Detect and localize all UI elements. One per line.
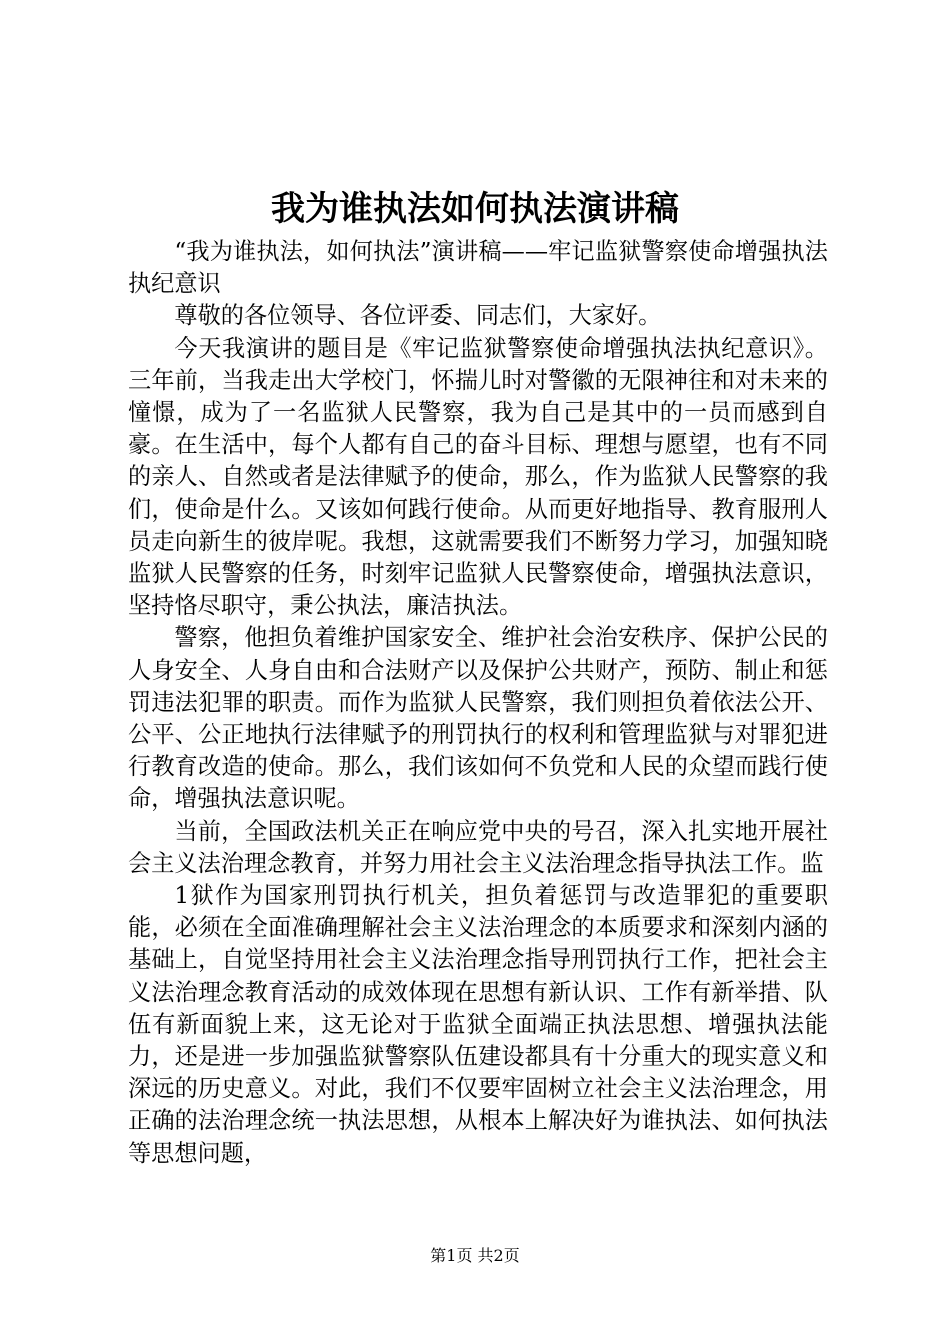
paragraph-greeting: 尊敬的各位领导、各位评委、同志们，大家好。 (174, 302, 662, 330)
document-body (128, 236, 828, 1170)
paragraph-topic: 今天我演讲的题目是《牢记监狱警察使命增强执法执纪意识》。三年前，当我走出大学校门，怀揣儿时对警徽的无限神往和对未来的憧憬，成为了一名监狱人民警察，我为自己是其中的一员而感到自豪。在生活中，每个人都有自己的奋斗目标、理想与愿望，也有不同的亲人、自然或者是法律赋予的使命，那么，作为监狱人民警察的我们，使命是什么。又该如何践行使命。从而更好地指导、教育服刑人员走向新生的彼岸呢。我想，这就需要我们不断努力学习，加强知晓监狱人民警察的任务，时刻牢记监狱人民警察使命，增强执法意识，坚持恪尽职守，秉公执法，廉洁执法。 (128, 334, 828, 620)
paragraph-prison-role: 1狱作为国家刑罚执行机关，担负着惩罚与改造罪犯的重要职能，必须在全面准确理解社会主义法治理念的本质要求和深刻内涵的基础上，自觉坚持用社会主义法治理念指导刑罚执行工作，把社会主义法治理念教育活动的成效体现在思想有新认识、工作有新举措、队伍有新面貌上来，这无论对于监狱全面端正执法思想、增强执法能力，还是进一步加强监狱警察队伍建设都具有十分重大的现实意义和深远的历史意义。对此，我们不仅要牢固树立社会主义法治理念，用正确的法治理念统一执法思想，从根本上解决好为谁执法、如何执法等思想问题， (128, 882, 828, 1167)
page-footer: 第1页 共2页 (430, 1246, 520, 1265)
paragraph-current: 当前，全国政法机关正在响应党中央的号召，深入扎实地开展社会主义法治理念教育，并努力用社会主义法治理念指导执法工作。监 (128, 817, 828, 877)
paragraph-subtitle: “我为谁执法，如何执法”演讲稿——牢记监狱警察使命增强执法执纪意识 (128, 238, 828, 298)
document-title: 我为谁执法如何执法演讲稿 (271, 189, 679, 229)
paragraph-police-duty: 警察，他担负着维护国家安全、维护社会治安秩序、保护公民的人身安全、人身自由和合法财产以及保护公共财产，预防、制止和惩罚违法犯罪的职责。而作为监狱人民警察，我们则担负着依法公开、公平、公正地执行法律赋予的刑罚执行的权利和管理监狱与对罪犯进行教育改造的使命。那么，我们该如何不负党和人民的众望而践行使命，增强执法意识呢。 (128, 624, 828, 813)
